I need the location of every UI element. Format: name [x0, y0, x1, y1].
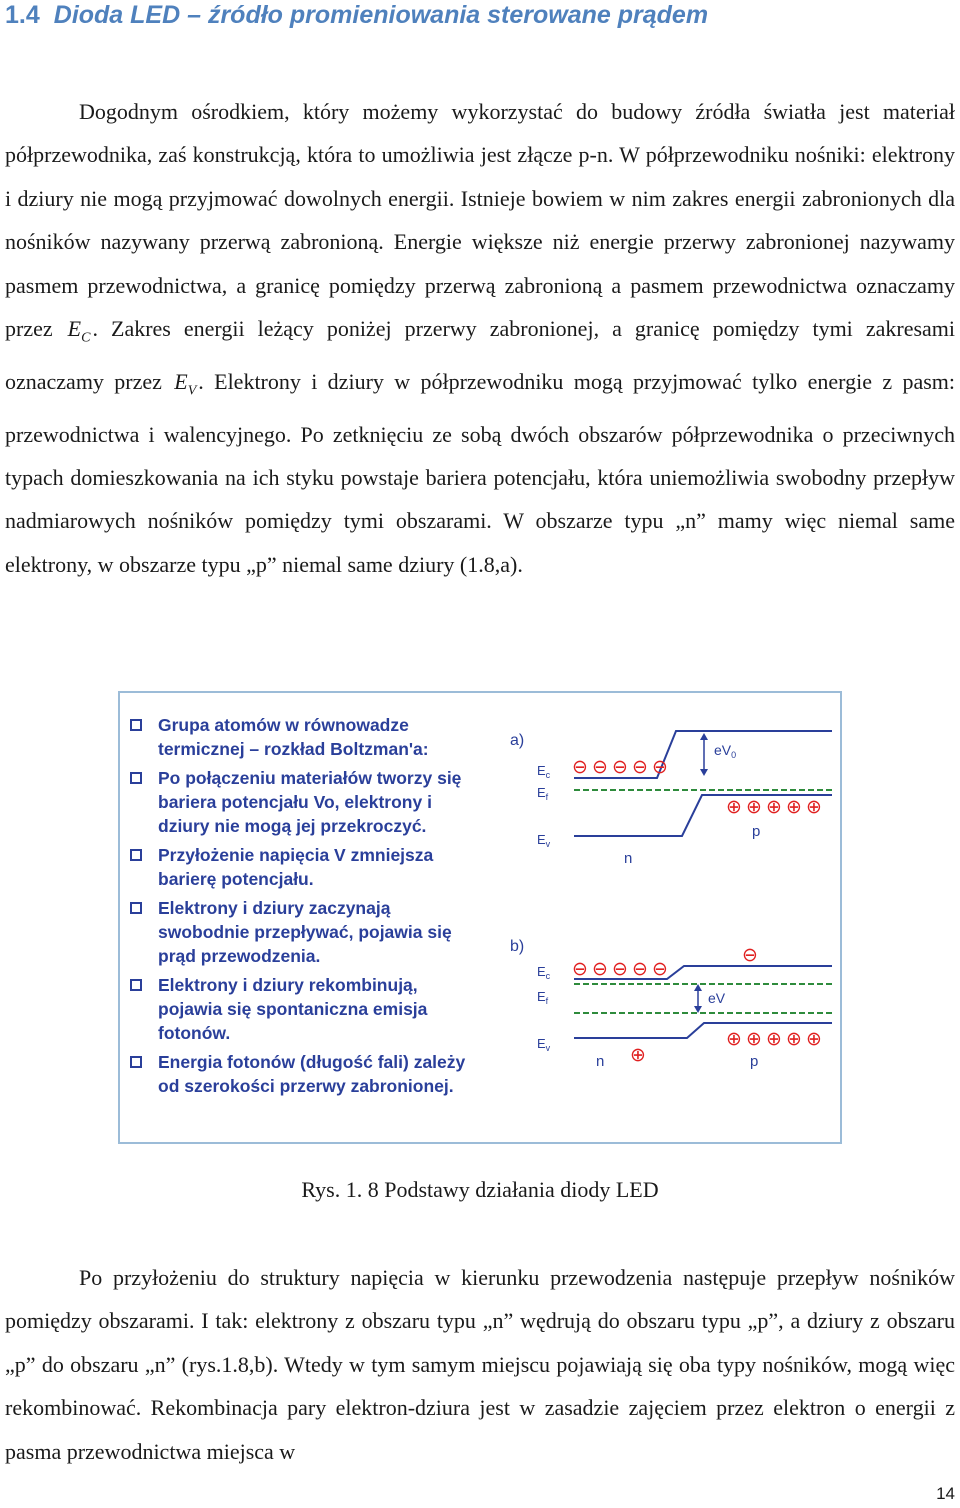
- panel-b-voltage-label: eV: [708, 990, 726, 1006]
- panel-b-label: b): [510, 938, 525, 955]
- panel-a-ev-label: $E_v$: [537, 832, 551, 849]
- panel-b: [510, 938, 832, 1070]
- panel-b-ef-label: $E_f$: [537, 989, 549, 1006]
- panel-b-arrow-head-bottom: [694, 1006, 702, 1013]
- band-diagram: [492, 693, 840, 1142]
- checkbox-bullet-icon: [130, 772, 142, 784]
- figure-led-principle: [118, 691, 842, 1144]
- section-number: 1.4: [5, 1, 40, 29]
- checkbox-bullet-icon: [130, 719, 142, 731]
- panel-b-electrons: [572, 945, 758, 980]
- panel-a-label: a): [510, 732, 525, 749]
- hole-icon: ⊕: [806, 797, 822, 818]
- hole-icon: ⊕: [766, 1029, 782, 1050]
- section-title: Dioda LED – źródło promieniowania sterowane prądem: [53, 1, 709, 29]
- panel-a-arrow-head-bottom: [700, 769, 708, 776]
- hole-icon: ⊕: [630, 1045, 646, 1066]
- panel-b-ev-label: $E_v$: [537, 1036, 551, 1053]
- panel-b-arrow-head-top: [694, 984, 702, 991]
- panel-a-ef-label: $E_f$: [537, 785, 549, 802]
- bullet-item: Grupa atomów w równowadze termicznej – rozkład Boltzman'a:: [128, 713, 483, 761]
- electron-icon: ⊖: [612, 959, 628, 980]
- bullet-item: Energia fotonów (długość fali) zależy od szerokości przerwy zabronionej.: [128, 1050, 483, 1098]
- paragraph-intro-part3: . Elektrony i dziury w półprzewodniku mogą przyjmować tylko energie z pasm: przewodnictwa i walencyjnego. Po zetknięciu ze sobą dwóch obszarów półprzewodnika o przeciwnych typach domieszkowania na ich styku powstaje bariera potencjału, która uniemożliwia swobodny przepływ nadmiarowych nośników pomiędzy tymi obszarami. W obszarze typu „n” mamy więc niemal same elektrony, w obszarze typu „p” niemal same dziury (1.8,a).: [5, 368, 955, 577]
- section-heading: [5, 0, 708, 30]
- panel-b-ec-label: $E_c$: [537, 964, 551, 981]
- checkbox-bullet-icon: [130, 849, 142, 861]
- figure-bullet-list: [128, 713, 483, 1103]
- checkbox-bullet-icon: [130, 902, 142, 914]
- symbol-ec: $E_C$: [67, 316, 91, 346]
- hole-icon: ⊕: [786, 797, 802, 818]
- panel-a-p-label: p: [752, 823, 761, 840]
- electron-icon: ⊖: [652, 757, 668, 778]
- hole-icon: ⊕: [726, 797, 742, 818]
- electron-icon: ⊖: [652, 959, 668, 980]
- panel-b-holes: [630, 1029, 822, 1066]
- checkbox-bullet-icon: [130, 979, 142, 991]
- bullet-item: Elektrony i dziury rekombinują, pojawia się spontaniczna emisja fotonów.: [128, 973, 483, 1045]
- paragraph-intro: [5, 90, 955, 586]
- paragraph-intro-part1: Dogodnym ośrodkiem, który możemy wykorzystać do budowy źródła światła jest materiał półprzewodnika, zaś konstrukcją, która to umożliwia jest złącze p-n. W półprzewodniku nośniki: elektrony i dziury nie mogą przyjmować dowolnych energii. Istnieje bowiem w nim zakres energii zabronionych dla nośników nazywany przerwą zabronioną. Energie większe niż energie przerwy zabronionej nazywamy pasmem przewodnictwa, a granicę pomiędzy przerwą zabronioną a pasmem przewodnictwa oznaczamy przez: [5, 99, 955, 342]
- hole-icon: ⊕: [786, 1029, 802, 1050]
- panel-b-p-label: p: [750, 1053, 759, 1070]
- hole-icon: ⊕: [766, 797, 782, 818]
- panel-a-holes: [726, 797, 822, 818]
- electron-icon: ⊖: [612, 757, 628, 778]
- page-number: 14: [936, 1484, 955, 1503]
- figure-caption: Rys. 1. 8 Podstawy działania diody LED: [301, 1177, 659, 1202]
- hole-icon: ⊕: [746, 797, 762, 818]
- panel-a-electrons: [572, 757, 668, 778]
- panel-a-barrier-label: $eV_0$: [714, 742, 737, 760]
- electron-icon: ⊖: [592, 757, 608, 778]
- symbol-ev: $E_V$: [174, 368, 197, 399]
- paragraph-forward-bias: Po przyłożeniu do struktury napięcia w kierunku przewodzenia następuje przepływ nośników pomiędzy obszarami. I tak: elektrony z obszaru typu „n” wędrują do obszaru typu „p”, a dziury z obszaru „p” do obszaru „n” (rys.1.8,b). Wtedy w tym samym miejscu pojawiają się oba typy nośników, mogą więc rekombinować. Rekombinacja pary elektron-dziura jest w zasadzie zajęciem przez elektron o energii z pasma przewodnictwa miejsca w: [5, 1265, 955, 1464]
- checkbox-bullet-icon: [130, 1056, 142, 1068]
- panel-a-n-label: n: [624, 850, 633, 867]
- panel-a-ec-label: $E_c$: [537, 763, 551, 780]
- electron-icon: ⊖: [572, 959, 588, 980]
- panel-b-n-label: n: [596, 1053, 605, 1070]
- hole-icon: ⊕: [726, 1029, 742, 1050]
- paragraph-intro-part2: . Zakres energii leżący poniżej przerwy zabronionej, a granicę pomiędzy tymi zakresami oznaczamy przez: [5, 316, 956, 394]
- bullet-item: Przyłożenie napięcia V zmniejsza barierę potencjału.: [128, 843, 483, 891]
- bullet-item: Elektrony i dziury zaczynają swobodnie przepływać, pojawia się prąd przewodzenia.: [128, 896, 483, 968]
- bullet-item: Po połączeniu materiałów tworzy się bariera potencjału Vo, elektrony i dziury nie mogą jej przekroczyć.: [128, 766, 483, 838]
- electron-icon: ⊖: [632, 757, 648, 778]
- hole-icon: ⊕: [806, 1029, 822, 1050]
- panel-a-arrow-head-top: [700, 733, 708, 740]
- hole-icon: ⊕: [746, 1029, 762, 1050]
- panel-a: [510, 731, 832, 867]
- electron-icon: ⊖: [592, 959, 608, 980]
- electron-icon: ⊖: [572, 757, 588, 778]
- electron-icon: ⊖: [632, 959, 648, 980]
- electron-icon: ⊖: [742, 945, 758, 966]
